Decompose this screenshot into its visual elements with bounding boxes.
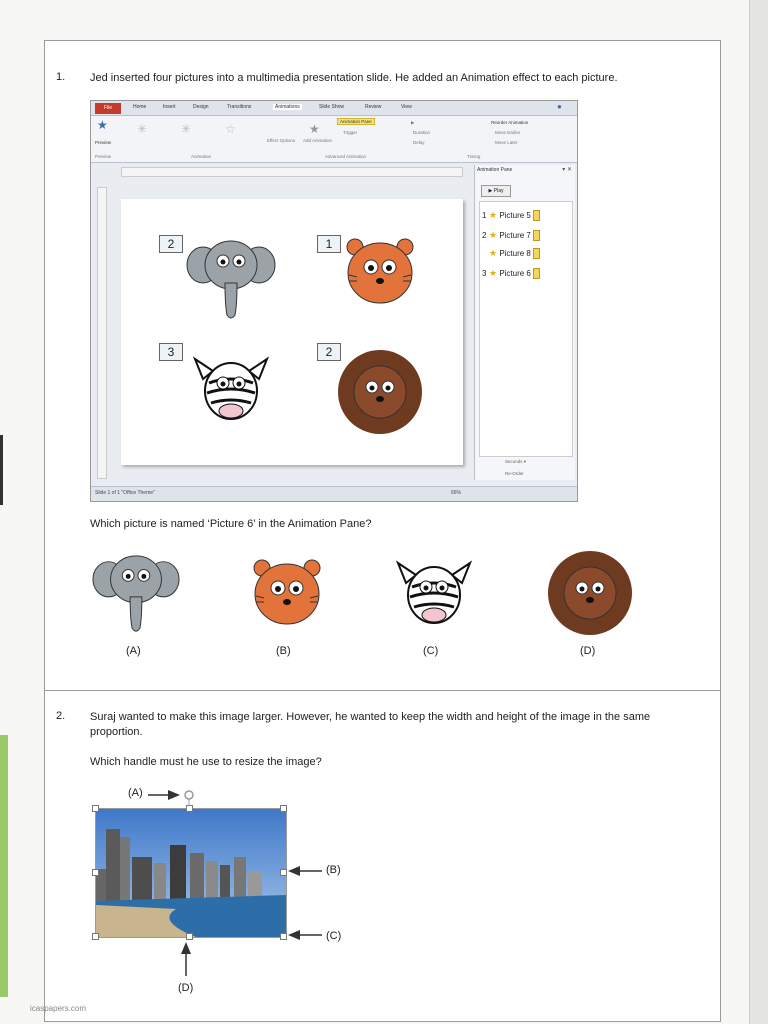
city-skyline-image — [96, 809, 286, 937]
star-icon: ★ — [489, 230, 498, 240]
resize-handle-top-right[interactable] — [280, 805, 287, 812]
q2-question: Which handle must he use to resize the image? — [90, 756, 322, 768]
group-advanced-animation: Advanced Animation — [325, 154, 367, 159]
tab-file: File — [95, 103, 121, 114]
arrow-left-icon — [288, 866, 322, 876]
preview-star-icon: ★ — [97, 118, 108, 132]
star-icon: ★ — [489, 268, 498, 278]
tab-transitions: Transitions — [227, 104, 252, 110]
q1-text: Jed inserted four pictures into a multimedia presentation slide. He added an Animation effect to each picture. — [90, 72, 618, 84]
animation-pane-button: Animation Pane — [337, 118, 375, 125]
animation-item — [482, 268, 540, 279]
ribbon — [91, 116, 577, 163]
handle-label-a: (A) — [128, 787, 143, 799]
move-later-button: Move Later — [495, 140, 518, 145]
delay-field: Delay — [413, 140, 425, 145]
tiger-picture — [343, 235, 417, 307]
handle-label-d: (D) — [178, 982, 194, 994]
effect-star-icon: ☆ — [225, 122, 236, 136]
group-timing: Timing — [467, 154, 481, 159]
add-animation-button: Add Animation — [303, 138, 333, 143]
vertical-ruler — [97, 187, 107, 479]
q1-question: Which picture is named ‘Picture 6’ in the Animation Pane? — [90, 518, 372, 530]
zoom-level: 66% — [451, 490, 462, 496]
choice-a-label: (A) — [126, 645, 141, 657]
animation-item — [482, 248, 540, 259]
tab-animations: Animations — [275, 104, 300, 110]
animation-number-tiger: 1 — [317, 235, 341, 253]
arrow-right-icon — [148, 790, 180, 800]
resize-handle-bottom-left[interactable] — [92, 933, 99, 940]
animation-number-zebra: 3 — [159, 343, 183, 361]
handle-label-b: (B) — [326, 864, 341, 876]
choice-b-tiger — [250, 556, 324, 628]
play-label: Play — [493, 188, 504, 194]
seconds-dropdown: Seconds ▾ — [505, 459, 527, 464]
choice-d-label: (D) — [580, 645, 596, 657]
horizontal-ruler — [121, 167, 463, 177]
choice-a-elephant — [91, 549, 181, 637]
q2-text: Suraj wanted to make this image larger. However, he wanted to keep the width and height of the image in the same proportion. — [90, 711, 651, 738]
help-icon: ● — [557, 102, 562, 111]
page-edge — [749, 0, 768, 1024]
close-icon: ▾ ✕ — [562, 167, 572, 173]
zebra-picture — [191, 353, 271, 425]
animation-number-elephant: 2 — [159, 235, 183, 253]
q1-number: 1. — [56, 71, 66, 83]
arrow-left-icon — [288, 930, 322, 940]
star-icon: ★ — [489, 210, 498, 220]
resize-handle-top[interactable] — [186, 805, 193, 812]
ribbon-tabs — [91, 101, 577, 116]
animation-order: 1 — [482, 211, 487, 220]
timeline-bar — [533, 230, 540, 241]
effect-star-icon: ✳ — [181, 122, 192, 136]
choice-c-label: (C) — [423, 645, 439, 657]
slide-count: Slide 1 of 1 "Office Theme" — [95, 490, 155, 496]
group-preview: Preview — [95, 154, 112, 159]
status-bar — [91, 486, 577, 501]
animation-name: Picture 8 — [499, 249, 531, 258]
animation-pane-title: Animation Pane — [477, 167, 513, 173]
animation-list — [479, 201, 573, 457]
effect-star-icon: ✳ — [137, 122, 148, 136]
scan-mark — [0, 435, 3, 505]
lion-picture — [335, 347, 425, 437]
resize-handle-bottom[interactable] — [186, 933, 193, 940]
tab-insert: Insert — [163, 104, 176, 110]
duration-field: Duration — [413, 130, 431, 135]
tab-slide-show: Slide Show — [319, 104, 345, 110]
arrow-up-icon — [181, 942, 191, 976]
q2-number: 2. — [56, 710, 66, 722]
timeline-bar — [533, 210, 540, 221]
animation-item — [482, 210, 540, 221]
star-icon: ★ — [489, 248, 498, 258]
handle-label-c: (C) — [326, 930, 342, 942]
tab-design: Design — [193, 104, 209, 110]
preview-button: Preview — [95, 140, 112, 145]
animation-item — [482, 230, 540, 241]
rotate-handle-icon[interactable] — [182, 788, 196, 806]
resize-handle-left[interactable] — [92, 869, 99, 876]
reorder-label: Re-Order — [505, 471, 524, 476]
elephant-picture — [185, 235, 277, 323]
animation-order: 3 — [482, 269, 487, 278]
animation-name: Picture 7 — [499, 231, 531, 240]
play-button: ▶ Play — [481, 185, 511, 197]
add-animation-icon: ★ — [309, 122, 320, 136]
start-field: ▶ — [411, 120, 415, 125]
animation-name: Picture 5 — [499, 211, 531, 220]
question-divider — [44, 690, 720, 691]
tab-review: Review — [365, 104, 382, 110]
group-animation: Animation — [191, 154, 212, 159]
resize-handle-bottom-right[interactable] — [280, 933, 287, 940]
animation-pane — [474, 165, 575, 480]
resize-handle-top-left[interactable] — [92, 805, 99, 812]
slide-canvas — [121, 199, 463, 465]
resize-handle-right[interactable] — [280, 869, 287, 876]
tab-home: Home — [133, 104, 147, 110]
choice-b-label: (B) — [276, 645, 291, 657]
animation-order: 2 — [482, 231, 487, 240]
powerpoint-screenshot — [90, 100, 578, 502]
choice-d-lion — [545, 548, 635, 638]
move-earlier-button: Move Earlier — [495, 130, 521, 135]
animation-number-lion: 2 — [317, 343, 341, 361]
footer-watermark: icaspapers.com — [30, 1004, 87, 1013]
choice-c-zebra — [394, 557, 474, 629]
tab-view: View — [401, 104, 412, 110]
binding-strip — [0, 735, 8, 997]
timeline-bar — [533, 248, 540, 259]
city-photo — [95, 808, 287, 938]
timeline-bar — [533, 268, 540, 279]
animation-name: Picture 6 — [499, 269, 531, 278]
trigger-button: Trigger — [343, 130, 358, 135]
effect-options-button: Effect Options — [267, 138, 296, 143]
reorder-label: Reorder Animation — [491, 120, 529, 125]
